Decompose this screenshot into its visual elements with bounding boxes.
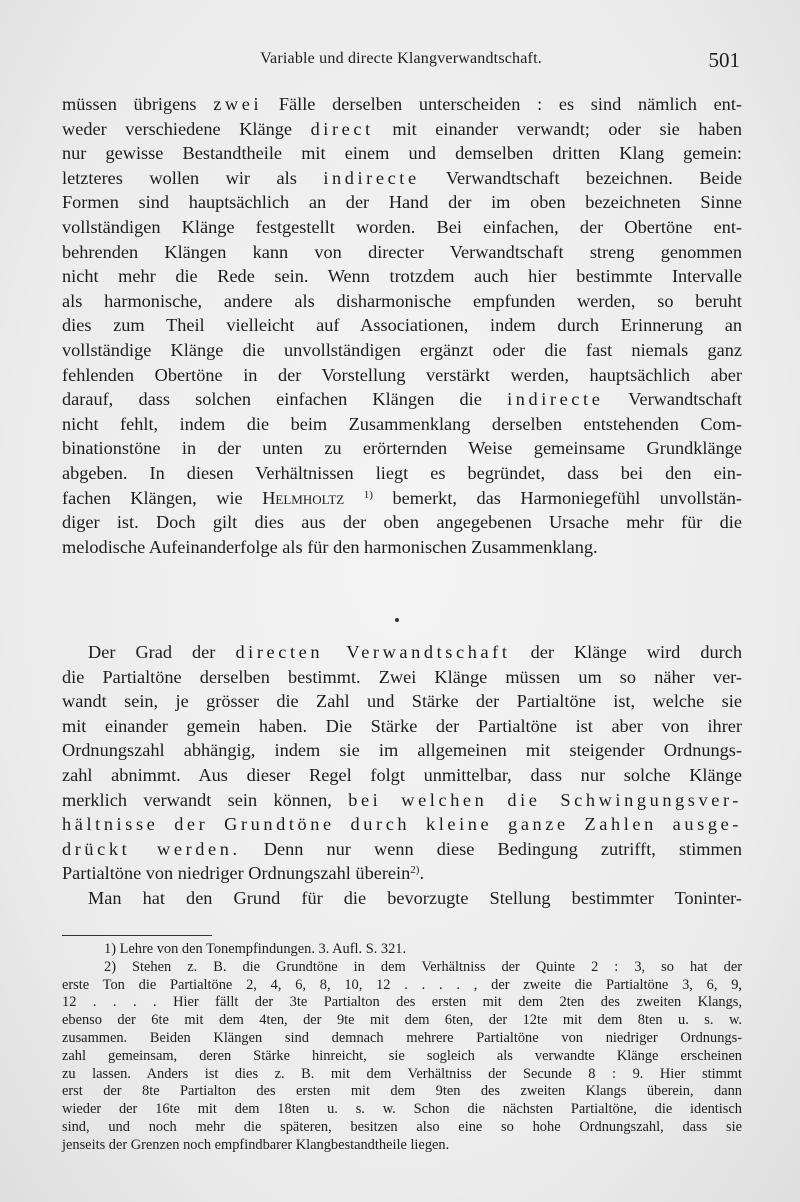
text-line: Ordnungszahl abhängig, indem sie im allgemeinen mit steigender Ordnungs- (62, 740, 742, 761)
text-line: binationstöne in der unten zu erörternden Weise gemeinsame Grundklänge (62, 438, 742, 459)
text-line: hältnisse der Grundtöne durch kleine ganze Zahlen ausge- (62, 814, 742, 835)
footnote-2-line: zusammen. Beiden Klängen sind demnach mehrere Partialtöne von niedriger Ordnungs- (62, 1029, 742, 1046)
text-line: fachen Klängen, wie Helmholtz $^{1)}$ bemerkt, das Harmoniegefühl unvollstän- (62, 487, 742, 508)
footnote-2-line: zu lassen. Anders ist dies z. B. mit dem Verhältniss der Secunde 8 : 9. Hier stimmt (62, 1065, 742, 1082)
text-line: fehlenden Obertöne in der Vorstellung verstärkt werden, hauptsächlich aber (62, 364, 742, 385)
text-line: dies zum Theil vielleicht auf Associationen, indem durch Erinnerung an (62, 315, 742, 336)
text-line: die Partialtöne derselben bestimmt. Zwei Klänge müssen um so näher ver- (62, 666, 742, 687)
text-line: nicht fehlt, indem die beim Zusammenklang derselben entstehenden Com- (62, 413, 742, 434)
text-line: vollständige Klänge die unvollständigen ergänzt oder die fast niemals ganz (62, 339, 742, 360)
text-line: letzteres wollen wir als indirecte Verwandtschaft bezeichnen. Beide (62, 167, 742, 188)
footnote-2-line: erst der 8te Partialton des ersten mit dem 9ten des zweiten Klangs überein, dann (62, 1083, 742, 1100)
paragraph-1 (62, 92, 742, 559)
footnote-2-line: sind, und noch mehr die späteren, besitzen also eine so hohe Ordnungszahl, dass sie (62, 1118, 742, 1135)
text-line: diger ist. Doch gilt dies aus der oben angegebenen Ursache mehr für die (62, 512, 742, 533)
text-line: zahl abnimmt. Aus dieser Regel folgt unmittelbar, dass nur solche Klänge (62, 764, 742, 785)
text-line: Man hat den Grund für die bevorzugte Stellung bestimmter Toninter- (88, 887, 742, 908)
footnote-2-line: erste Ton die Partialtöne 2, 4, 6, 8, 10, 12 . . . . , der zweite die Partialtöne 3, 6, 9, (62, 976, 742, 993)
text-line: behrenden Klängen kann von directer Verwandtschaft streng genommen (62, 241, 742, 262)
spaced-emphasis: zwei (213, 94, 263, 114)
text-line: als harmonische, andere als disharmonische empfunden werden, so beruht (62, 290, 742, 311)
section-dot (395, 618, 399, 622)
page-number: 501 (708, 48, 740, 72)
text-line: wandt sein, je grösser die Zahl und Stärke der Partialtöne ist, welche sie (62, 691, 742, 712)
text-line: Formen sind hauptsächlich an der Hand der im oben bezeichneten Sinne (62, 192, 742, 213)
footnote-2-line: 12 . . . . Hier fällt der 3te Partialton des ersten mit dem 2ten des zweiten Klangs, (62, 994, 742, 1011)
running-title: Variable und directe Klangverwandtschaft. (260, 50, 542, 67)
spaced-emphasis: bei welchen die Schwingungsver- (348, 789, 742, 810)
footnote-2-line: jenseits der Grenzen noch empfindbarer Klangbestandtheile liegen. (62, 1136, 450, 1153)
text-line: Partialtöne von niedriger Ordnungszahl überein$^{2)}$. (62, 863, 425, 884)
text-line: mit einander gemein haben. Die Stärke der Partialtöne ist aber von ihrer (62, 715, 742, 736)
text-line: abgeben. In diesen Verhältnissen liegt es begründet, dass bei den ein- (62, 462, 742, 483)
text-line: vollständigen Klänge festgestellt worden. Bei einfachen, der Obertöne ent- (62, 216, 742, 237)
text-line: merklich verwandt sein können, bei welchen die Schwingungsver- (62, 789, 742, 810)
footnote-2-line: zahl gemeinsam, deren Stärke hinreicht, sie sogleich als verwandte Klänge erscheinen (62, 1047, 742, 1064)
text-line: darauf, dass solchen einfachen Klängen die indirecte Verwandtschaft (62, 389, 742, 410)
footnote-2-line: 2) Stehen z. B. die Grundtöne in dem Verhältniss der Quinte 2 : 3, so hat der (104, 958, 742, 975)
footnote-2-line: wieder der 16te mit dem 18ten u. s. w. Schon die nächsten Partialtöne, die identisch (62, 1101, 742, 1118)
page-header (62, 48, 740, 74)
footnote-ref[interactable]: 2) (410, 864, 420, 877)
text-line: müssen übrigens zwei Fälle derselben unterscheiden : es sind nämlich ent- (62, 94, 742, 114)
spaced-emphasis: indirecte (507, 389, 604, 410)
text-line: nur gewisse Bestandtheile mit einem und demselben dritten Klang gemein: (62, 143, 742, 164)
text-line: nicht mehr die Rede sein. Wenn trotzdem auch hier bestimmte Intervalle (62, 266, 742, 287)
spaced-emphasis: indirecte (323, 167, 420, 188)
text-line: drückt werden. Denn nur wenn diese Bedingung zutrifft, stimmen (62, 838, 742, 859)
footnote-2-line: ebenso der 6te mit dem 4ten, der 9te mit dem 6ten, der 12te mit dem 8ten u. s. w. (62, 1012, 742, 1029)
footnote-1: 1) Lehre von den Tonempfindungen. 3. Aufl. S. 321. (104, 941, 407, 957)
spaced-emphasis: drückt werden. (62, 838, 241, 859)
footnotes (62, 941, 742, 1155)
footnote-ref[interactable]: 1) (363, 488, 373, 501)
text-line: Der Grad der directen Verwandtschaft der Klänge wird durch (88, 642, 742, 662)
author-name: Helmholtz (262, 487, 345, 508)
spaced-emphasis: direct (310, 118, 374, 139)
footnote-rule (62, 935, 212, 936)
spaced-emphasis: directen Verwandtschaft (235, 642, 511, 662)
text-line: weder verschiedene Klänge direct mit einander verwandt; oder sie haben (62, 118, 742, 139)
text-line: melodische Aufeinanderfolge als für den harmonischen Zusammenklang. (62, 536, 598, 557)
paragraph-2 (62, 640, 742, 911)
